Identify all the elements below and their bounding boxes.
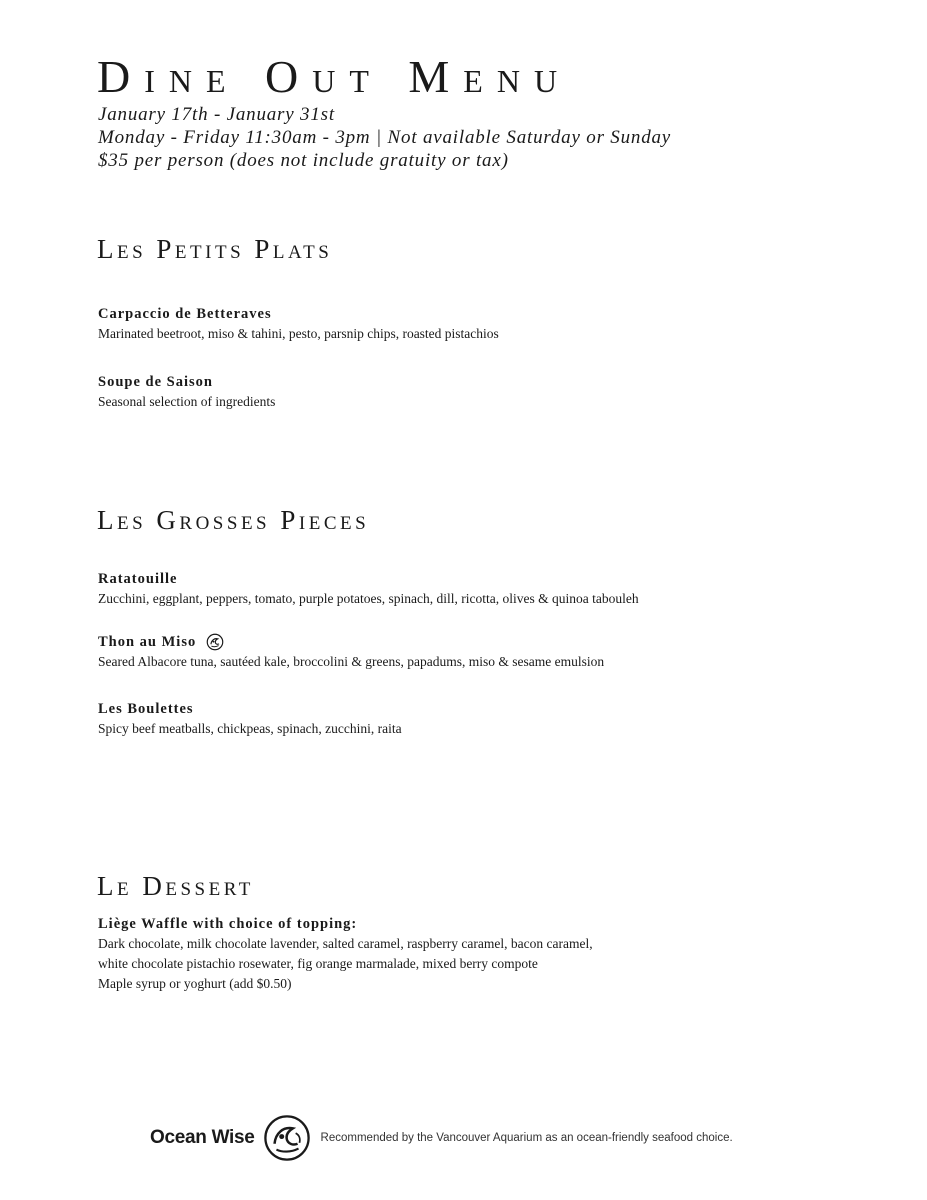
menu-item-liege-waffle [98,914,593,994]
ocean-wise-footer [150,1113,790,1163]
menu-item-les-boulettes [98,699,402,739]
section-title-petits-plats: Les Petits Plats [97,234,333,264]
section-title-dessert: Le Dessert [97,871,254,901]
menu-item-name: Les Boulettes [98,701,194,717]
menu-item-description: Spicy beef meatballs, chickpeas, spinach, zucchini, raita [98,721,402,736]
menu-item-thon-au-miso [98,632,604,672]
menu-item-name: Thon au Miso [98,634,197,650]
section-title-grosses-pieces: Les Grosses Pieces [97,505,370,535]
menu-item-ratatouille [98,569,639,609]
menu-item-name: Liège Waffle with choice of topping: [98,916,358,932]
ocean-wise-brand: Ocean Wise [150,1127,255,1148]
menu-item-description-line: Maple syrup or yoghurt (add $0.50) [98,976,292,991]
menu-details [98,103,671,172]
menu-item-name: Ratatouille [98,571,178,587]
date-range: January 17th - January 31st [98,104,335,125]
menu-item-description: Marinated beetroot, miso & tahini, pesto, parsnip chips, roasted pistachios [98,326,499,341]
menu-item-description: Seasonal selection of ingredients [98,394,276,409]
menu-item-description-line: Dark chocolate, milk chocolate lavender, salted caramel, raspberry caramel, bacon caramel, [98,936,593,951]
menu-item-description-line: white chocolate pistachio rosewater, fig orange marmalade, mixed berry compote [98,956,538,971]
menu-item-description: Zucchini, eggplant, peppers, tomato, purple potatoes, spinach, dill, ricotta, olives & quinoa tabouleh [98,591,639,606]
menu-item-soupe [98,372,275,412]
service-hours: Monday - Friday 11:30am - 3pm | Not available Saturday or Sunday [98,127,672,148]
page-title: Dine Out Menu [97,51,572,102]
menu-item-name: Soupe de Saison [98,374,213,390]
menu-item-description: Seared Albacore tuna, sautéed kale, broccolini & greens, papadums, miso & sesame emulsion [98,654,605,669]
ocean-wise-tagline: Recommended by the Vancouver Aquarium as an ocean-friendly seafood choice. [320,1132,733,1144]
menu-item-name: Carpaccio de Betteraves [98,306,272,322]
price-note: $35 per person (does not include gratuity or tax) [98,150,509,171]
ocean-wise-logo-icon [263,1114,311,1162]
menu-item-name-row [98,632,604,652]
ocean-wise-icon [206,633,224,651]
menu-item-carpaccio [98,304,499,344]
